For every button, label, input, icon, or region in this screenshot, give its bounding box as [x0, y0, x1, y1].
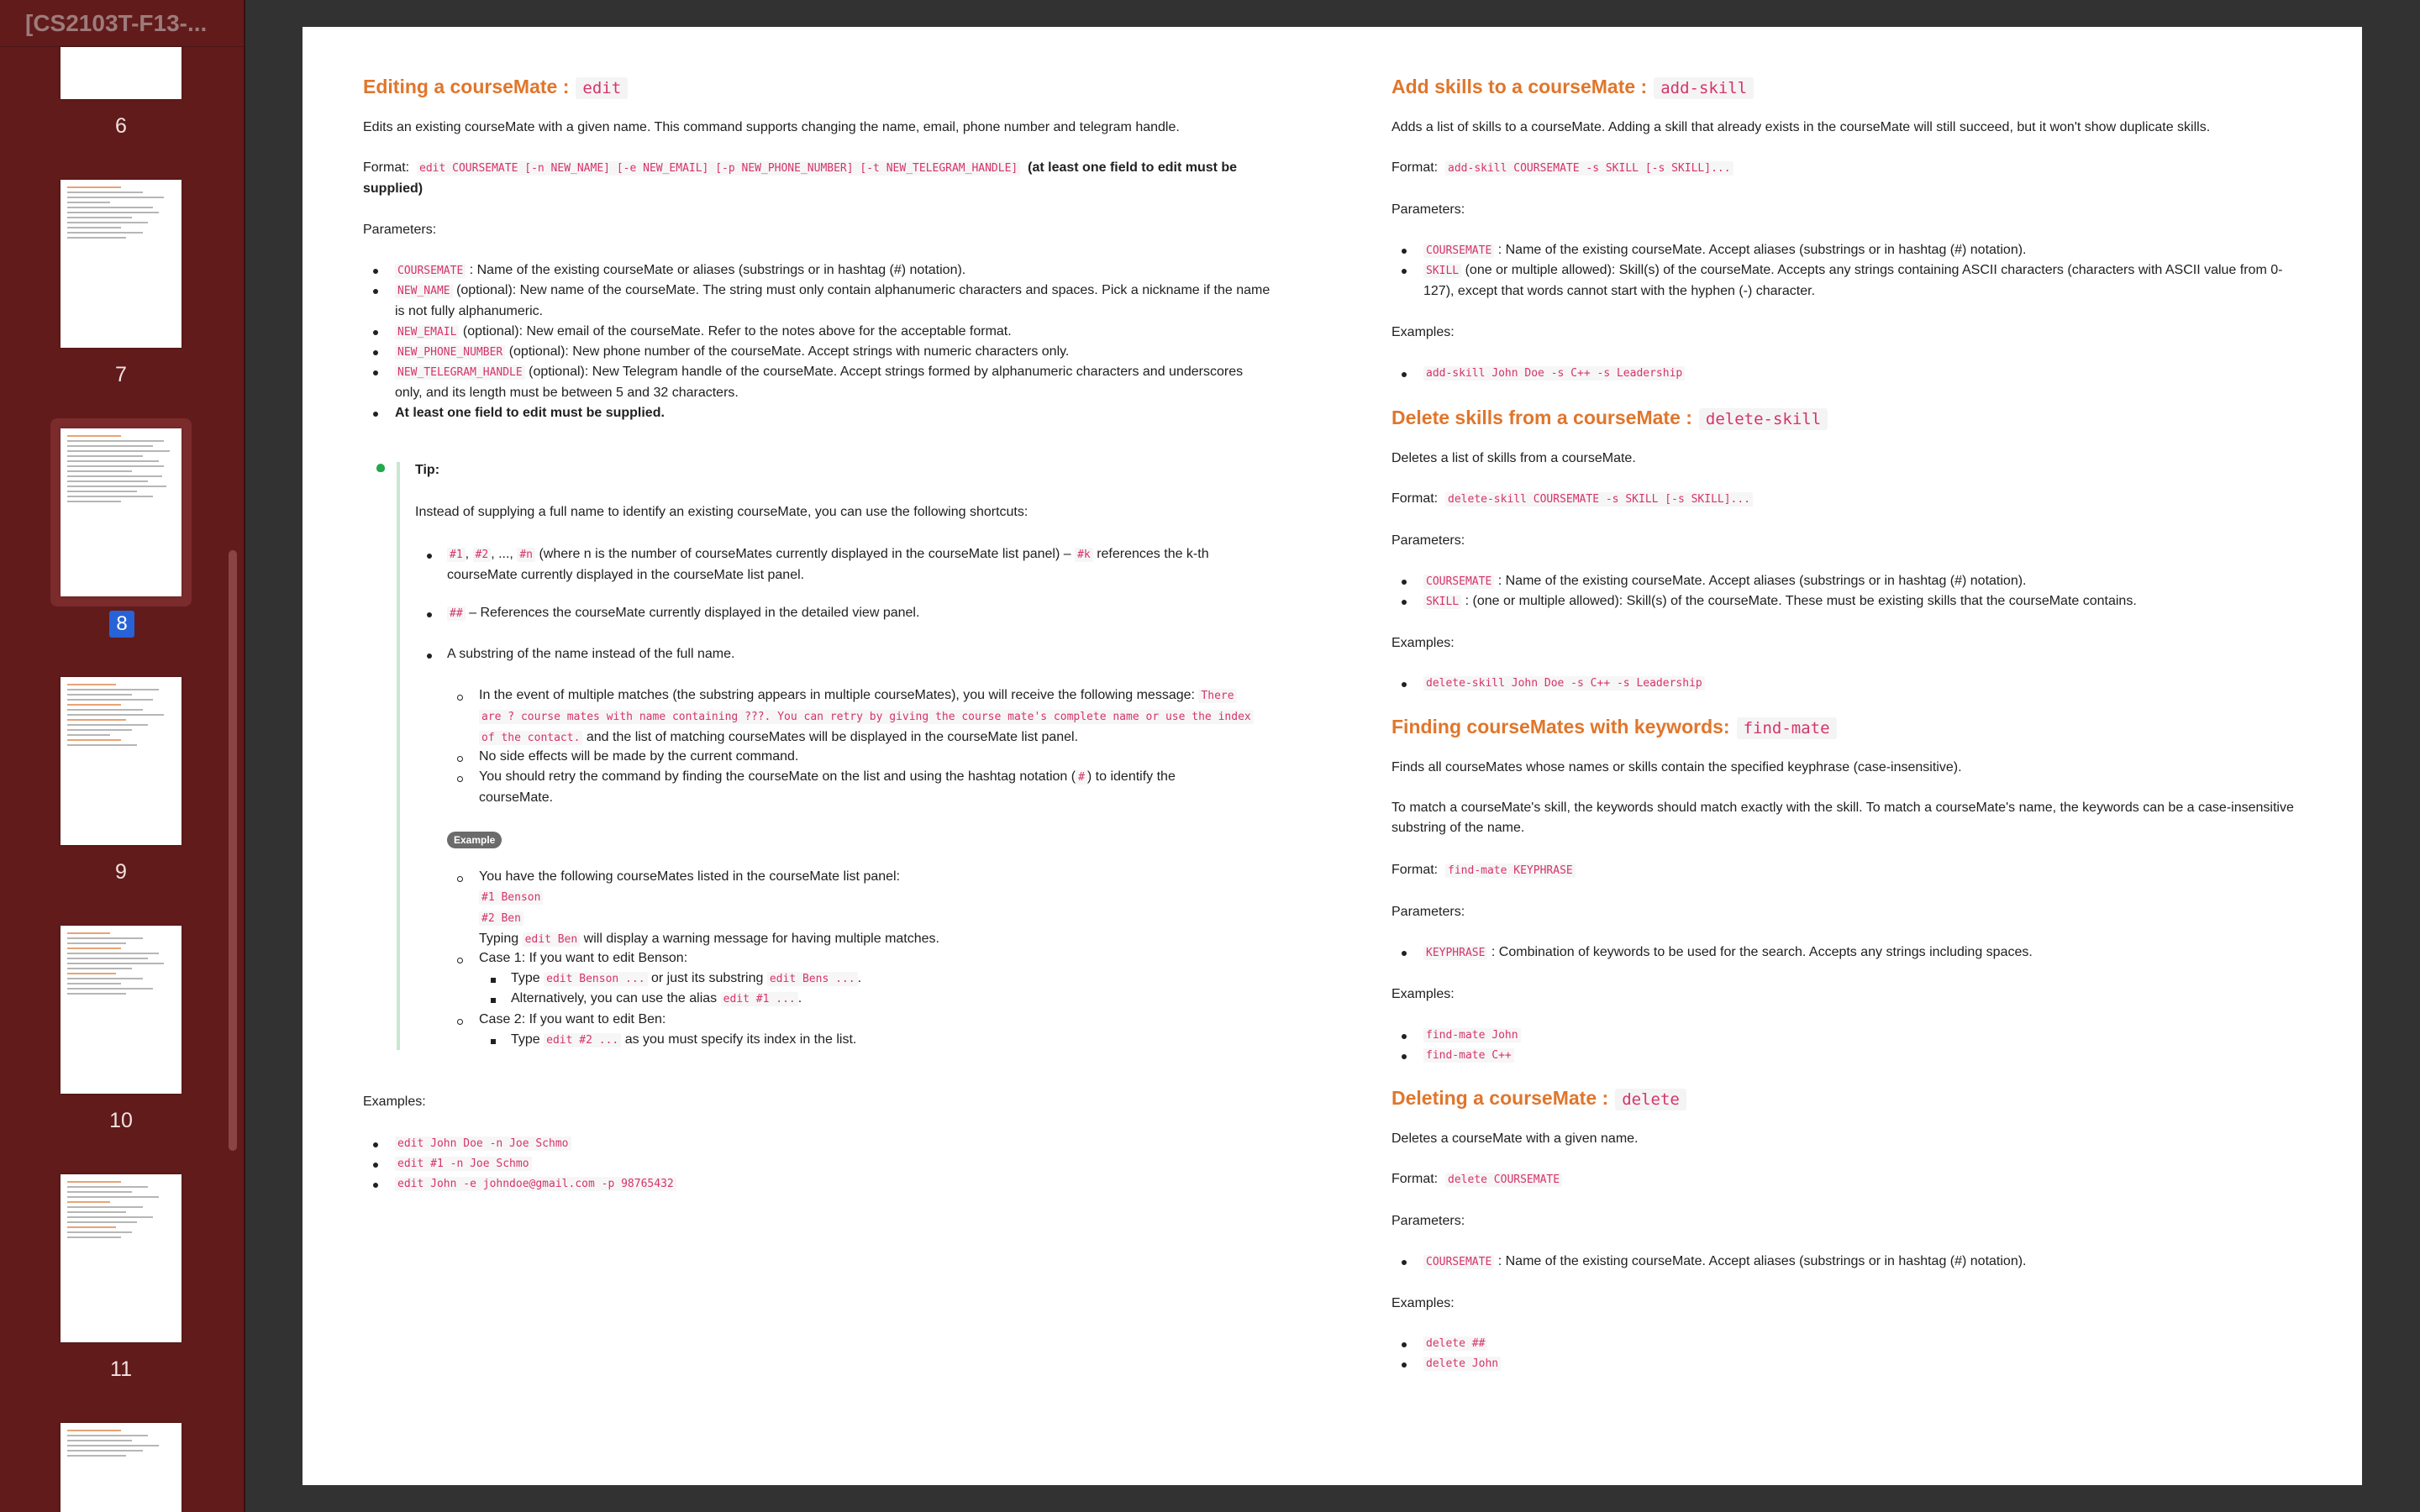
delete-skill-params-label: Parameters:	[1392, 533, 1465, 548]
bullet	[373, 350, 378, 355]
find-mate-params-label: Parameters:	[1392, 905, 1465, 919]
tip-border	[397, 462, 400, 1050]
bullet	[491, 1039, 496, 1044]
example-badge: Example	[447, 832, 502, 848]
document-page	[302, 27, 2362, 1485]
bullet	[1402, 580, 1407, 585]
add-skill-description: Adds a list of skills to a courseMate. Adding a skill that already exists in the courseMate will still succeed, but it won't show duplicate skills.	[1392, 120, 2211, 134]
edit-examples-label: Examples:	[363, 1095, 426, 1109]
param-item: COURSEMATE : Name of the existing courseMate. Accept aliases (substrings or in hashtag (#) notation).	[1423, 571, 2027, 592]
bullet	[373, 289, 378, 294]
heading-add-skill: Add skills to a courseMate : add-skill	[1392, 76, 1754, 98]
page-number: 11	[110, 1357, 132, 1381]
bullet	[457, 958, 463, 963]
tip-shortcut-detail: ## – References the courseMate currently displayed in the detailed view panel.	[447, 603, 919, 624]
example-item: delete ##	[1423, 1333, 1487, 1354]
bullet	[457, 1019, 463, 1025]
sidebar-scrollbar[interactable]	[229, 550, 237, 1151]
bullet	[373, 1183, 378, 1188]
bullet	[1402, 372, 1407, 377]
bullet	[1402, 682, 1407, 687]
lightbulb-icon	[376, 464, 385, 472]
param-item: COURSEMATE : Name of the existing courseMate. Accept aliases (substrings or in hashtag (#) notation).	[1423, 240, 2027, 261]
bullet	[1402, 1260, 1407, 1265]
tip-no-side-effects: No side effects will be made by the current command.	[479, 749, 799, 764]
bullet	[1402, 600, 1407, 605]
page-number: 10	[109, 1109, 133, 1132]
param-item: NEW_TELEGRAM_HANDLE (optional): New Telegram handle of the courseMate. Accept strings formed by alphanumeric characters and underscores only, and its length must be between 5 and 32 characters.	[395, 365, 1244, 400]
bullet	[373, 1142, 378, 1147]
add-skill-examples-label: Examples:	[1392, 325, 1455, 339]
page-number: 7	[115, 363, 127, 386]
bullet	[1402, 951, 1407, 956]
find-mate-description: Finds all courseMates whose names or skills contain the specified keyphrase (case-insensitive).	[1392, 760, 1962, 774]
param-item: COURSEMATE : Name of the existing courseMate. Accept aliases (substrings or in hashtag (#) notation).	[1423, 1252, 2027, 1273]
delete-description: Deletes a courseMate with a given name.	[1392, 1131, 1639, 1146]
page-number: 9	[115, 860, 127, 884]
param-item: SKILL : (one or multiple allowed): Skill(s) of the courseMate. These must be existing skills that the courseMate contains.	[1423, 591, 2137, 612]
bullet	[491, 998, 496, 1003]
bullet	[373, 1163, 378, 1168]
example-item: add-skill John Doe -s C++ -s Leadership	[1423, 363, 1685, 384]
edit-description: Edits an existing courseMate with a given name. This command supports changing the name, email, phone number and telegram handle.	[363, 120, 1180, 134]
example-item: edit John Doe -n Joe Schmo	[395, 1133, 571, 1154]
bullet	[457, 756, 463, 762]
bullet	[427, 554, 432, 559]
param-item: SKILL (one or multiple allowed): Skill(s) of the courseMate. Accepts any strings containing ASCII characters (characters with ASCII value from 0- 127), except that words cannot start with the hyphen (-) character.	[1423, 263, 2283, 298]
delete-format: Format: delete COURSEMATE	[1392, 1169, 1562, 1190]
delete-skill-examples-label: Examples:	[1392, 636, 1455, 650]
tip-retry: You should retry the command by finding the courseMate on the list and using the hashtag notation ( # ) to identify the courseMate.	[479, 769, 1176, 805]
page-number-current: 8	[109, 611, 134, 638]
add-skill-format: Format: add-skill COURSEMATE -s SKILL [-s SKILL]...	[1392, 158, 1733, 179]
bullet	[427, 612, 432, 617]
add-skill-params-label: Parameters:	[1392, 202, 1465, 217]
bullet	[1402, 1362, 1407, 1368]
tip-shortcut-substring: A substring of the name instead of the full name.	[447, 647, 735, 661]
bullet	[1402, 249, 1407, 254]
param-item: NEW_PHONE_NUMBER (optional): New phone number of the courseMate. Accept strings with numeric characters only.	[395, 342, 1302, 363]
example-item: edit #1 -n Joe Schmo	[395, 1153, 532, 1174]
heading-edit: Editing a courseMate : edit	[363, 76, 628, 98]
bullet	[457, 876, 463, 882]
heading-delete: Deleting a courseMate : delete	[1392, 1087, 1686, 1110]
find-mate-examples-label: Examples:	[1392, 987, 1455, 1001]
bullet	[373, 370, 378, 375]
bullet	[457, 695, 463, 701]
bullet	[427, 654, 432, 659]
bullet	[1402, 1054, 1407, 1059]
document-title: [CS2103T-F13-...	[0, 0, 244, 47]
heading-find-mate: Finding courseMates with keywords: find-mate	[1392, 716, 1837, 738]
edit-format: Format: edit COURSEMATE [-n NEW_NAME] [-e NEW_EMAIL] [-p NEW_PHONE_NUMBER] [-t NEW_TELEGRAM_HANDLE] (at least one field to edit must be supplied)	[363, 160, 1238, 196]
tip-case-2: Case 2: If you want to edit Ben:	[479, 1012, 666, 1026]
bullet	[491, 978, 496, 983]
bullet	[373, 330, 378, 335]
tip-example-list: You have the following courseMates listed in the courseMate list panel: #1 Benson #2 Ben Typing edit Ben will display a warning message for having multiple matches.	[479, 869, 939, 946]
tip-case-1: Case 1: If you want to edit Benson:	[479, 951, 688, 965]
example-item: find-mate C++	[1423, 1045, 1514, 1066]
param-item: KEYPHRASE : Combination of keywords to be used for the search. Accepts any strings including spaces.	[1423, 942, 2033, 963]
find-mate-description-2: To match a courseMate's skill, the keywords should match exactly with the skill. To match a courseMate's name, the keywords can be a case-insensitive substring of the name.	[1392, 801, 2294, 835]
tip-case-2a: Type edit #2 ... as you must specify its index in the list.	[511, 1032, 857, 1047]
param-item: At least one field to edit must be supplied.	[395, 406, 665, 420]
edit-params-label: Parameters:	[363, 223, 437, 237]
heading-delete-skill: Delete skills from a courseMate : delete-skill	[1392, 407, 1828, 429]
bullet	[457, 776, 463, 782]
delete-params-label: Parameters:	[1392, 1214, 1465, 1228]
tip-case-1b: Alternatively, you can use the alias edit #1 ... .	[511, 991, 802, 1005]
param-item: NEW_NAME (optional): New name of the courseMate. The string must only contain alphanumeric characters and spaces. Pick a nickname if the name is not fully alphanumeric.	[395, 283, 1270, 318]
bullet	[373, 269, 378, 274]
page-number: 6	[115, 114, 127, 138]
tip-case-1a: Type edit Benson ... or just its substring edit Bens ... .	[511, 971, 862, 985]
bullet	[373, 412, 378, 417]
delete-examples-label: Examples:	[1392, 1296, 1455, 1310]
example-item: delete John	[1423, 1353, 1501, 1374]
tip-multiple-matches: In the event of multiple matches (the substring appears in multiple courseMates), you will receive the following message: There are ? course mates with name containing ???. You can retry by giving the course mate's complete name or use the index of the contact. and the list of matching courseMates will be displayed in the courseMate list panel.	[479, 685, 1260, 748]
example-item: edit John -e johndoe@gmail.com -p 98765432	[395, 1173, 676, 1194]
delete-skill-format: Format: delete-skill COURSEMATE -s SKILL [-s SKILL]...	[1392, 489, 1753, 510]
param-item: COURSEMATE : Name of the existing courseMate or aliases (substrings or in hashtag (#) notation).	[395, 260, 1302, 281]
thumbnail-sidebar	[0, 0, 245, 1512]
bullet	[1402, 1034, 1407, 1039]
tip-intro: Instead of supplying a full name to identify an existing courseMate, you can use the following shortcuts:	[415, 505, 1028, 519]
param-item: NEW_EMAIL (optional): New email of the courseMate. Refer to the notes above for the acceptable format.	[395, 322, 1302, 343]
bullet	[1402, 1342, 1407, 1347]
tip-shortcut-index: #1 , #2 , ..., #n (where n is the number of courseMates currently displayed in the courseMate list panel) – #k references the k-th courseMate currently displayed in the courseMate list panel.	[447, 547, 1209, 582]
example-item: delete-skill John Doe -s C++ -s Leadership	[1423, 673, 1705, 694]
delete-skill-description: Deletes a list of skills from a courseMate.	[1392, 451, 1636, 465]
bullet	[1402, 269, 1407, 274]
example-item: find-mate John	[1423, 1025, 1521, 1046]
tip-label: Tip:	[415, 463, 440, 477]
find-mate-format: Format: find-mate KEYPHRASE	[1392, 860, 1576, 881]
